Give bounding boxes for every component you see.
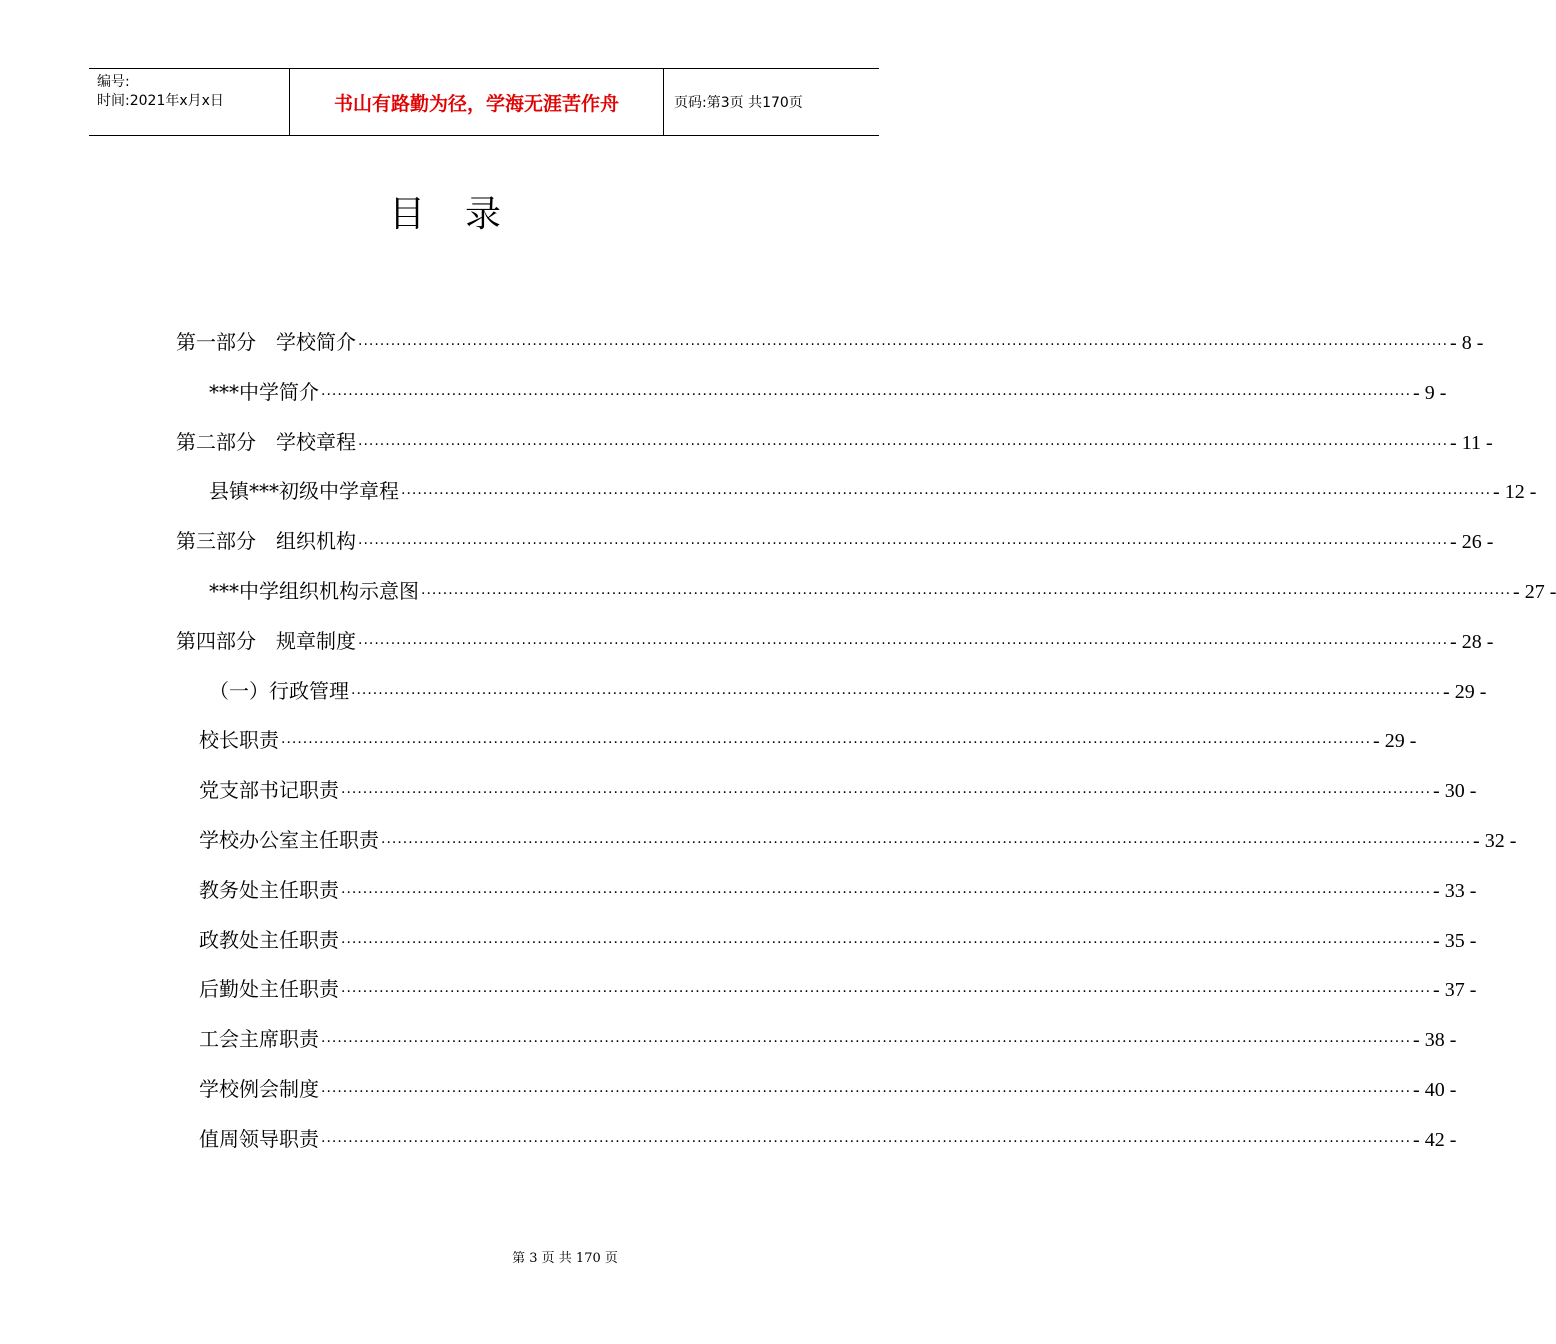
toc-dot-leader: ········································································································································································································ — [281, 735, 1372, 752]
toc-dot-leader: ········································································································································································································ — [358, 337, 1449, 353]
toc-entry[interactable] — [209, 377, 1447, 407]
toc-dot-leader: ········································································································································································································ — [351, 685, 1442, 702]
toc-entry[interactable] — [199, 1024, 1457, 1054]
toc-entry-page: - 11 - — [1450, 431, 1493, 454]
toc-entry-page: - 37 - — [1433, 979, 1477, 1002]
toc-entry[interactable] — [199, 725, 1417, 755]
toc-dot-leader: ········································································································································································································ — [341, 785, 1432, 802]
toc-entry-label: 县镇***初级中学章程 — [209, 479, 399, 504]
toc-dot-leader: ········································································································································································································ — [321, 1084, 1412, 1100]
toc-entry-page: - 9 - — [1413, 381, 1447, 404]
toc-entry[interactable] — [199, 1124, 1457, 1154]
toc-entry[interactable] — [176, 626, 1494, 656]
toc-entry-page: - 29 - — [1443, 680, 1487, 703]
toc-entry[interactable] — [176, 327, 1484, 357]
toc-entry[interactable] — [176, 427, 1493, 457]
toc-entry-label: 第一部分 学校简介 — [176, 330, 356, 354]
toc-dot-leader: ········································································································································································································ — [358, 436, 1449, 453]
toc-entry-label: 第三部分 组织机构 — [176, 529, 356, 554]
toc-entry-label: （一）行政管理 — [209, 678, 349, 703]
toc-entry-label: ***中学简介 — [209, 379, 319, 404]
toc-entry-page: - 29 - — [1373, 730, 1417, 753]
toc-entry-label: 第四部分 规章制度 — [176, 628, 356, 653]
toc-entry-label: 学校例会制度 — [199, 1077, 319, 1101]
toc-entry[interactable] — [176, 526, 1494, 556]
toc-dot-leader: ········································································································································································································ — [358, 635, 1449, 652]
toc-dot-leader: ········································································································································································································ — [358, 536, 1449, 553]
toc-entry[interactable] — [209, 576, 1556, 606]
toc-entry-label: 校长职责 — [199, 728, 279, 753]
toc-entry-page: - 32 - — [1473, 830, 1517, 852]
toc-dot-leader: ········································································································································································································ — [381, 835, 1472, 851]
toc-dot-leader: ········································································································································································································ — [401, 486, 1492, 503]
toc-entry-page: - 33 - — [1433, 879, 1477, 902]
toc-entry-page: - 28 - — [1450, 630, 1494, 653]
page-footer: 第 3 页 共 170 页 — [512, 1251, 618, 1266]
toc-dot-leader: ········································································································································································································ — [341, 884, 1432, 901]
toc-entry-label: 工会主席职责 — [199, 1027, 319, 1052]
header-page-info: 页码:第3页 共170页 — [674, 95, 803, 111]
toc-entry-label: 第二部分 学校章程 — [176, 429, 356, 454]
header-motto: 书山有路勤为径，学海无涯苦作舟 — [290, 69, 664, 135]
toc-entry[interactable] — [209, 676, 1487, 706]
toc-entry-page: - 27 - — [1513, 581, 1556, 603]
toc-entry-label: 政教处主任职责 — [199, 927, 339, 952]
toc-entry-page: - 26 - — [1450, 531, 1494, 554]
toc-entry-label: 教务处主任职责 — [199, 877, 339, 902]
toc-entry-page: - 40 - — [1413, 1079, 1457, 1101]
toc-dot-leader: ········································································································································································································ — [321, 386, 1412, 403]
toc-entry-page: - 30 - — [1433, 780, 1477, 803]
toc-entry-label: 党支部书记职责 — [199, 778, 339, 803]
toc-entry[interactable] — [209, 476, 1537, 506]
toc-dot-leader: ········································································································································································································ — [321, 1034, 1412, 1051]
toc-entry-page: - 42 - — [1413, 1128, 1457, 1151]
toc-dot-leader: ········································································································································································································ — [321, 1133, 1412, 1150]
toc-entry-label: 学校办公室主任职责 — [199, 828, 379, 852]
toc-entry-label: 后勤处主任职责 — [199, 977, 339, 1002]
toc-entry[interactable] — [199, 825, 1517, 855]
toc-entry-label: 值周领导职责 — [199, 1126, 319, 1151]
toc-entry-page: - 38 - — [1413, 1029, 1457, 1052]
toc-entry[interactable] — [199, 1074, 1457, 1104]
toc-dot-leader: ········································································································································································································ — [341, 984, 1432, 1001]
page-title: 目录 — [388, 194, 541, 235]
toc-dot-leader: ········································································································································································································ — [341, 934, 1432, 951]
document-time-label: 时间:2021年x月x日 — [97, 93, 224, 109]
toc-entry[interactable] — [199, 775, 1477, 805]
toc-entry-page: - 12 - — [1493, 481, 1537, 504]
toc-entry[interactable] — [199, 875, 1477, 905]
toc-dot-leader: ········································································································································································································ — [421, 586, 1512, 602]
toc-entry[interactable] — [199, 925, 1477, 955]
toc-entry-label: ***中学组织机构示意图 — [209, 579, 419, 603]
toc-entry[interactable] — [199, 974, 1477, 1004]
toc-entry-page: - 35 - — [1433, 929, 1477, 952]
toc-entry-page: - 8 - — [1450, 332, 1484, 354]
document-code-label: 编号: — [97, 74, 130, 90]
